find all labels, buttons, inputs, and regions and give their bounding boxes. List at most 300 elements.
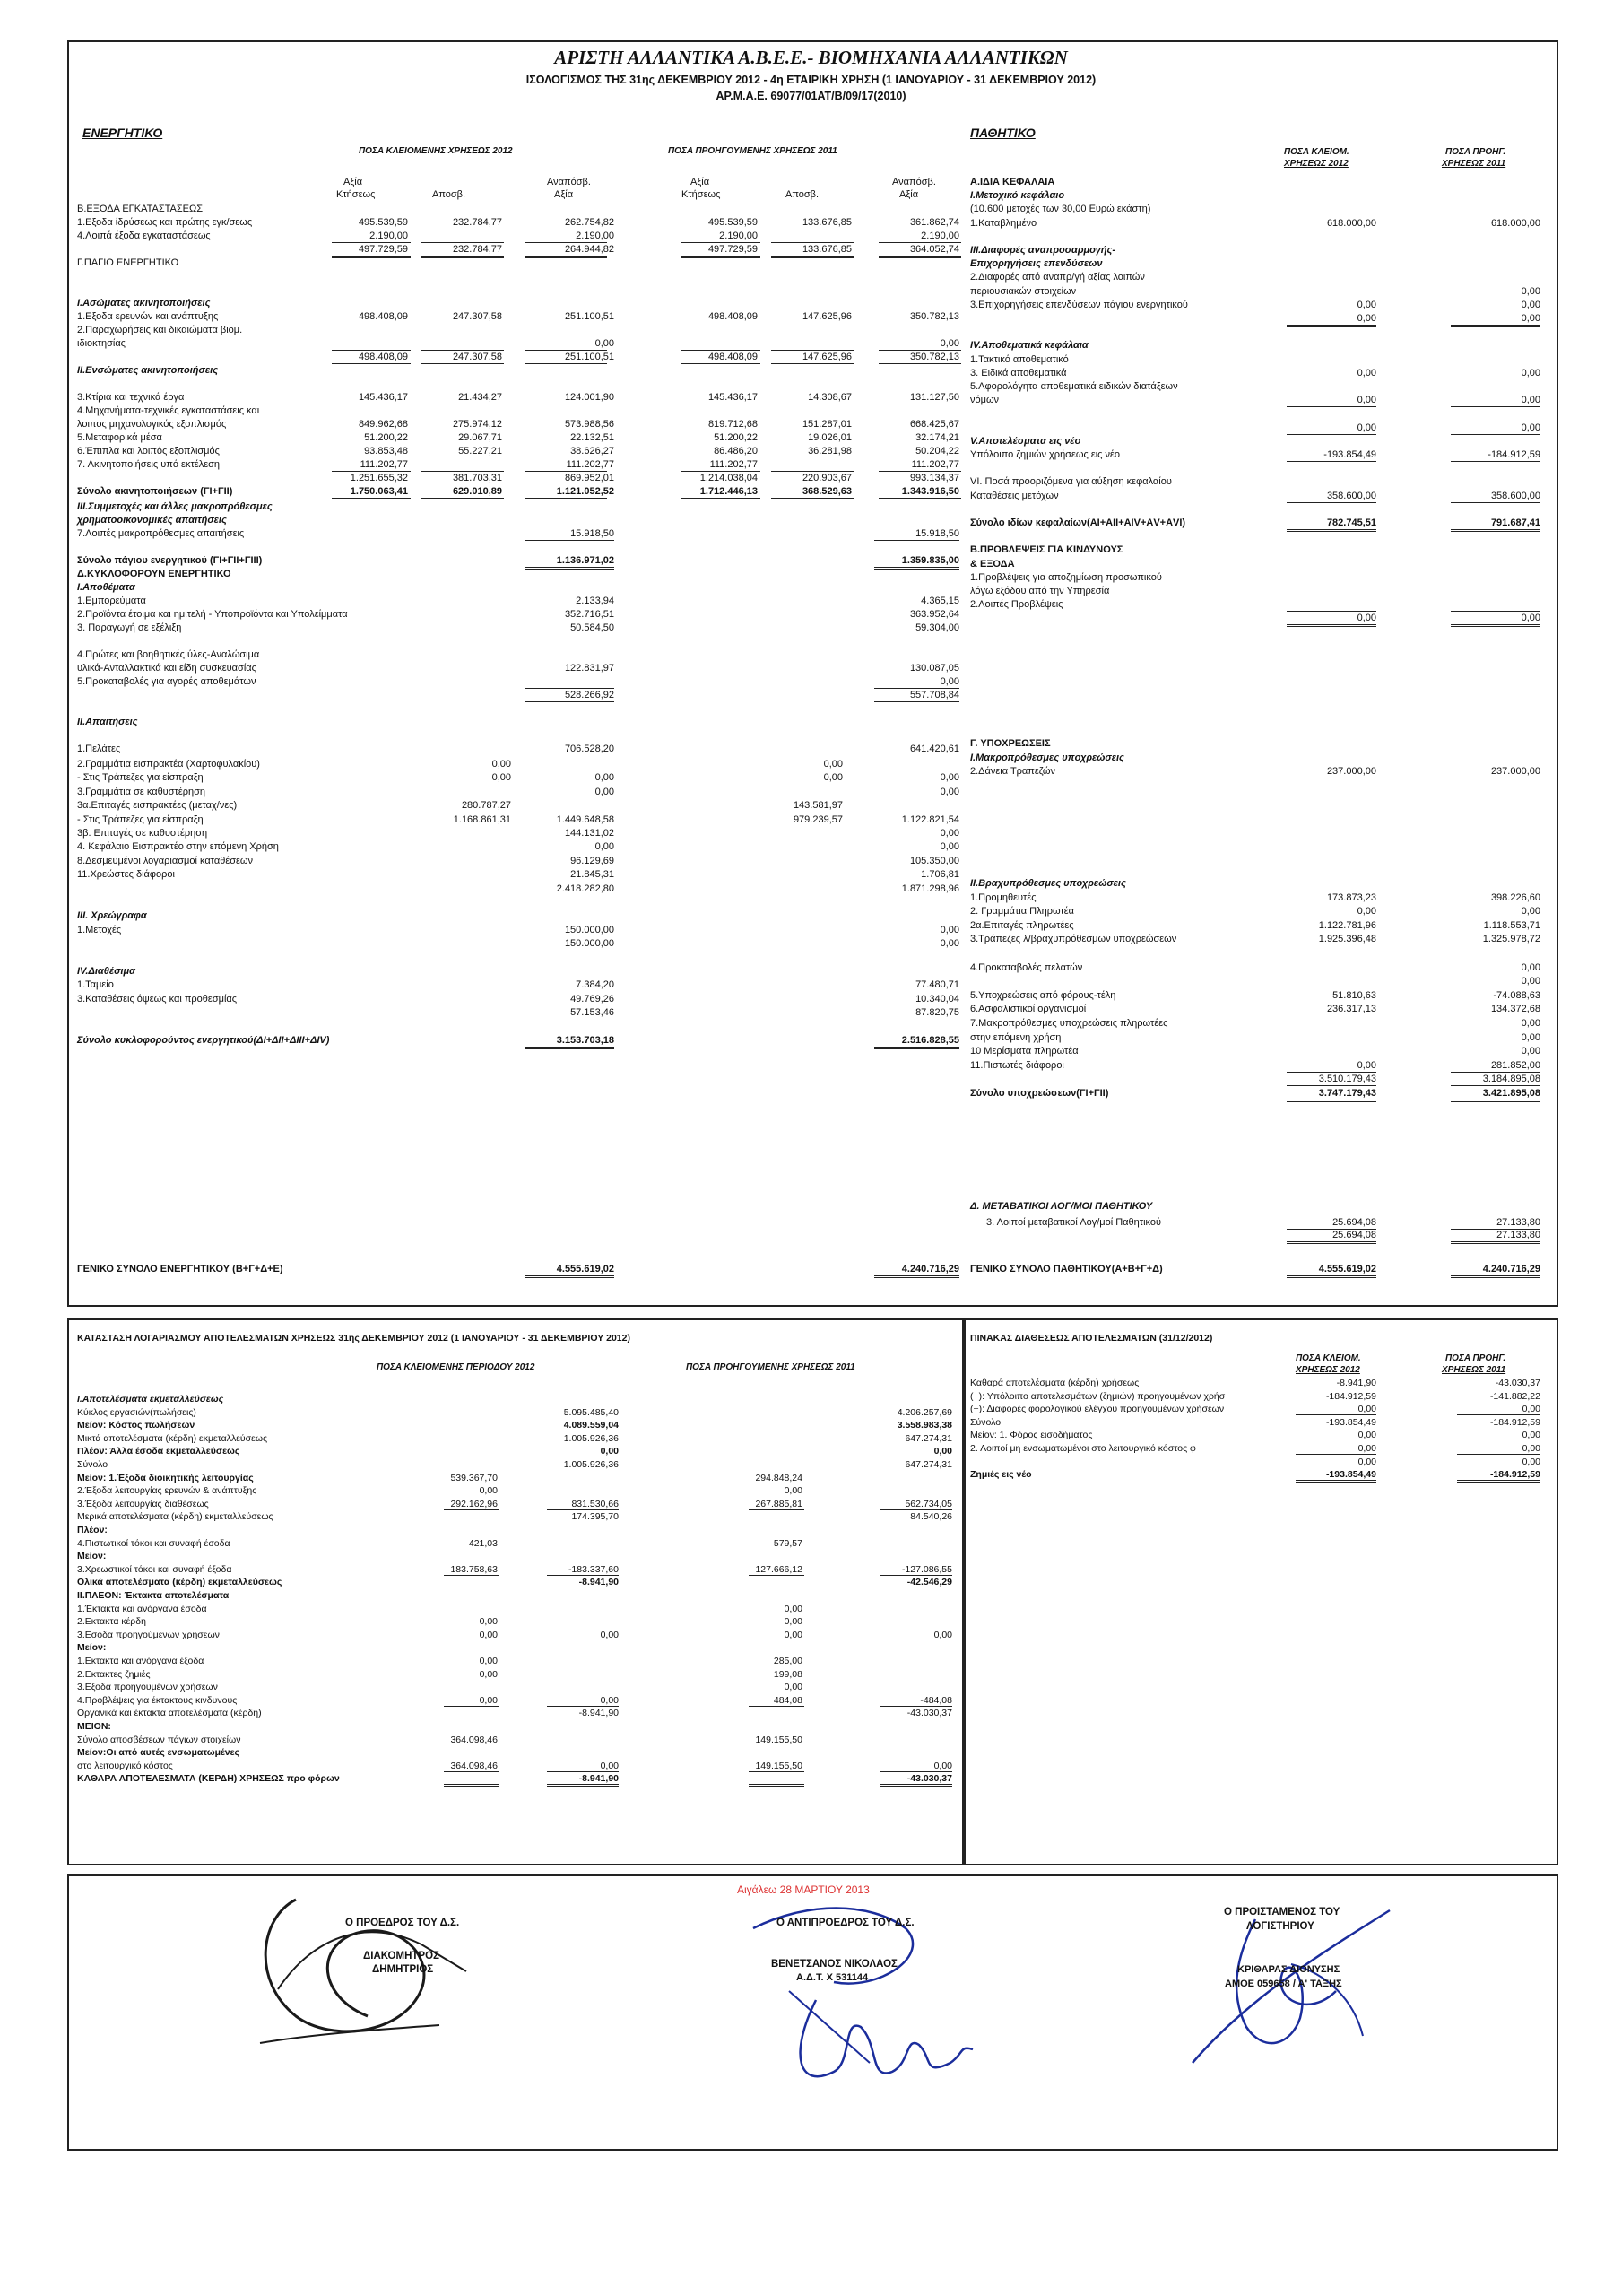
rule-line [874,540,959,541]
asset-current-value: 1.136.971,02 [556,555,614,566]
asset-row-value: 350.782,13 [909,352,959,362]
rule-line [1287,406,1376,407]
liability-label: VI. Ποσά προοριζόμενα για αύξηση κεφαλαίου [970,476,1172,488]
receivable-label: 8.Δεσμευμένοι λογαριασμοί καταθέσεων [77,855,254,866]
liability-label: στην επόμενη χρήση [970,1031,1062,1043]
accruals-total-current: 25.694,08 [1332,1230,1376,1240]
asset-current-value: 15.918,50 [570,528,614,539]
liability-prev: 0,00 [1521,906,1540,918]
distribution-prev: 0,00 [1522,1456,1540,1467]
asset-row-value: 2.190,00 [576,230,614,241]
liability-label: Σύνολο ιδίων κεφαλαίων(ΑΙ+ΑΙΙ+ΑΙV+ΑV+ΑVΙ) [970,517,1186,528]
asset-row-value: 111.202,77 [360,459,408,470]
receivable-prev: 0,00 [940,772,959,784]
asset-row-value: 819.712,68 [707,419,758,430]
receivable-label: 2.Γραμμάτια εισπρακτέα (Χαρτοφυλακίου) [77,759,260,770]
sub-net1: Αναπόσβ. [547,177,591,187]
rule-line [1451,434,1540,435]
liability-label: Σύνολο υποχρεώσεων(ΓΙ+ΓΙΙ) [970,1088,1109,1099]
liability-prev: 791.687,41 [1490,517,1540,528]
receivable-sub-current: 280.787,27 [461,800,511,812]
asset-row-value: 1.121.052,52 [556,486,614,497]
income-title: ΚΑΤΑΣΤΑΣΗ ΛΟΓΑΡΙΑΣΜΟΥ ΑΠΟΤΕΛΕΣΜΑΤΩΝ ΧΡΗΣΕΩΣ 31ης ΔΕΚΕΜΒΡΙΟΥ 2012 (1 ΙΑΝΟΥΑΡΙΟΥ - 31 ΔΕΚΕΜΒΡΙΟΥ 2012) [77,1333,630,1344]
income-row-label: ΚΑΘΑΡΑ ΑΠΟΤΕΛΕΣΜΑΤΑ (ΚΕΡΔΗ) ΧΡΗΣΕΩΣ προ φόρων [77,1773,340,1785]
liability-label: 2. Γραμμάτια Πληρωτέα [970,906,1075,918]
rule-line [1287,624,1376,627]
rule-line [547,1784,619,1787]
asset-row-value: 51.200,22 [714,432,758,443]
income-row-label: 3.Έξοδα λειτουργίας διαθέσεως [77,1498,209,1509]
asset-row-value: 38.626,27 [570,446,614,457]
asset-prev-value: 557.708,84 [909,690,959,700]
liability-label: 2.Δάνεια Τραπεζών [970,766,1055,778]
rule-line [332,256,411,258]
rule-line [444,1784,499,1787]
liability-label: 1.Προμηθευτές [970,891,1037,903]
asset-current-label: I.Αποθέματα [77,582,135,593]
income-row-label: 4.Πιστωτικοί τόκοι και συναφή έσοδα [77,1537,230,1549]
accountant-title-2: ΛΟΓΙΣΤΗΡΙΟΥ [1246,1921,1314,1932]
asset-row-value: 133.676,85 [802,244,852,255]
distribution-label: (+): Υπόλοιπο αποτελεσμάτων (ζημιών) προηγουμένων χρήσ [970,1390,1226,1402]
receivable-prev: 87.820,75 [915,1007,959,1019]
asset-prev-value: 59.304,00 [915,622,959,633]
asset-row-value: 124.001,90 [564,392,614,403]
asset-row-value: 55.227,21 [458,446,502,457]
sub-acq-prev: Κτήσεως [681,189,721,200]
dist-col-current-2: ΧΡΗΣΕΩΣ 2012 [1296,1365,1360,1375]
income-sub-prev: 127.666,12 [755,1563,802,1575]
income-prev: -43.030,37 [906,1773,952,1785]
balance-sheet-subtitle: ΙΣΟΛΟΓΙΣΜΟΣ ΤΗΣ 31ης ΔΕΚΕΜΒΡΙΟΥ 2012 - 4η ΕΤΑΙΡΙΚΗ ΧΡΗΣΗ (1 ΙΑΝΟΥΑΡΙΟΥ - 31 ΔΕΚΕΜΒΡΙΟΥ 2012) [525,74,1097,86]
income-sub-prev: 579,57 [773,1537,802,1549]
liability-prev: 134.372,68 [1490,1004,1540,1015]
asset-row-label: I.Ασώματες ακινητοποιήσεις [77,298,211,309]
liability-label: 7.Μακροπρόθεσμες υποχρεώσεις πληρωτέες [970,1018,1168,1029]
distribution-prev: 0,00 [1522,1443,1540,1454]
liability-label: V.Αποτελέσματα εις νέο [970,435,1081,447]
income-current: 4.089.559,04 [563,1420,619,1431]
rule-line [525,1047,614,1049]
company-title: ΑΡΙΣΤΗ ΑΛΛΑΝΤΙΚΑ Α.Β.Ε.Ε.- ΒΙΟΜΗΧΑΝΙΑ ΑΛΛΑΝΤΙΚΩΝ [554,47,1068,68]
liability-prev: 3.421.895,08 [1482,1088,1540,1099]
accruals-label: 3. Λοιποί μεταβατικοί Λογ/μοί Παθητικού [986,1217,1162,1228]
income-row-label: 3.Εσοδα προηγούμενων χρήσεων [77,1629,220,1640]
distribution-prev: 0,00 [1522,1430,1540,1441]
asset-row-value: 111.202,77 [911,459,959,470]
income-row-label: Μικτά αποτελέσματα (κέρδη) εκμεταλλεύσεως [77,1432,268,1444]
income-sub-current: 0,00 [479,1616,498,1628]
liability-prev: 0,00 [1521,285,1540,297]
sub-dep: Αποσβ. [432,189,466,200]
liability-current: 358.600,00 [1326,490,1376,501]
asset-row-value: 133.676,85 [802,217,852,228]
receivable-prev: 1.706,81 [921,869,959,881]
liability-label: 5.Υποχρεώσεις από φόρους-τέλη [970,989,1116,1001]
liabilities-title: ΠΑΘΗΤΙΚΟ [970,126,1036,140]
income-current: 1.005.926,36 [563,1432,619,1444]
assets-col-current: ΠΟΣΑ ΚΛΕΙΟΜΕΝΗΣ ΧΡΗΣΕΩΣ 2012 [359,146,513,156]
income-sub-prev: 0,00 [784,1682,802,1693]
liability-label: II.Βραχυπρόθεσμες υποχρεώσεις [970,878,1126,889]
liability-label: (10.600 μετοχές των 30,00 Ευρώ εκάστη) [970,204,1151,215]
asset-current-label: 1.Πελάτες [77,744,121,754]
distribution-label: Μείον: 1. Φόρος εισοδήματος [970,1430,1093,1441]
receivable-sub-prev: 0,00 [823,772,843,784]
receivable-current: 144.131,02 [564,828,614,839]
asset-current-label: Δ.ΚΥΚΛΟΦΟΡΟΥΝ ΕΝΕΡΓΗΤΙΚΟ [77,569,231,579]
liab-col-current-2: ΧΡΗΣΕΩΣ 2012 [1284,159,1349,169]
asset-row-value: 361.862,74 [909,217,959,228]
liability-label: III.Διαφορές αναπροσαρμογής- [970,245,1116,256]
rule-line [1457,1480,1540,1483]
liability-prev: 0,00 [1521,367,1540,378]
registration-number: ΑΡ.Μ.Α.Ε. 69077/01ΑΤ/Β/09/17(2010) [716,90,906,102]
liability-prev: -184.912,59 [1488,449,1540,460]
liability-current: 1.122.781,96 [1318,919,1376,931]
rule-line [749,1771,804,1772]
rule-line [874,567,959,570]
rule-line [421,256,504,258]
liability-label: 1.Τακτικό αποθεματικό [970,353,1069,365]
income-row-label: I.Αποτελέσματα εκμεταλλεύσεως [77,1394,224,1405]
liability-current: 0,00 [1357,299,1376,310]
rule-line [421,498,504,500]
asset-current-label: 7.Λοιπές μακροπρόθεσμες απαιτήσεις [77,528,245,539]
distribution-current: -8.941,90 [1336,1378,1376,1388]
receivable-current: 2.418.282,80 [556,883,614,894]
asset-prev-value: 641.420,61 [909,744,959,754]
income-current: 0,00 [600,1629,619,1640]
income-sub-prev: 0,00 [784,1485,802,1497]
asset-row-value: 0,00 [594,338,614,349]
receivable-current: 57.153,46 [570,1007,614,1019]
rule-line [749,1509,804,1510]
income-prev: 562.734,05 [905,1498,952,1509]
receivable-current: 21.845,31 [570,869,614,881]
asset-current-label: 3. Παραγωγή σε εξέλιξη [77,622,182,633]
accruals-prev: 27.133,80 [1496,1217,1540,1228]
liability-label: Γ. ΥΠΟΧΡΕΩΣΕΙΣ [970,738,1051,749]
rule-line [421,363,504,364]
accruals-total-prev: 27.133,80 [1496,1230,1540,1240]
asset-row-value: 1.712.446,13 [699,486,758,497]
income-sub-current: 0,00 [479,1668,498,1680]
liability-label: 10 Μερίσματα πληρωτέα [970,1046,1079,1057]
receivable-current: 3.153.703,18 [556,1035,614,1046]
asset-current-label: υλικά-Ανταλλακτικά και είδη συσκευασίας [77,663,256,674]
rule-line [749,1706,804,1707]
asset-row-value: 147.625,96 [802,311,852,322]
income-sub-current: 364.098,46 [450,1760,498,1771]
income-current: -8.941,90 [578,1773,619,1785]
income-prev: 0,00 [933,1446,952,1457]
asset-current-label: 5.Προκαταβολές για αγορές αποθεμάτων [77,676,256,687]
liability-prev: 237.000,00 [1490,766,1540,778]
income-row-label: 4.Προβλέψεις για έκτακτους κινδυνους [77,1694,238,1706]
asset-row-value: 2.190,00 [369,230,408,241]
income-current: -183.337,60 [568,1563,619,1575]
liability-prev: 3.184.895,08 [1482,1074,1540,1085]
income-sub-current: 183.758,63 [450,1563,498,1575]
liability-current: 236.317,13 [1326,1004,1376,1015]
distribution-prev: 0,00 [1522,1404,1540,1415]
assets-grand-total-prev: 4.240.716,29 [901,1264,959,1274]
receivable-sub-prev: 143.581,97 [793,800,843,812]
distribution-label: Ζημιές εις νέο [970,1469,1032,1481]
distribution-label: (+): Διαφορές φορολογικού ελέγχου προηγουμένων χρήσεων [970,1404,1225,1415]
receivable-label: 4. Κεφάλαιο Εισπρακτέο στην επόμενη Χρήση [77,841,279,853]
income-current: 0,00 [600,1760,619,1771]
rule-line [1287,325,1376,327]
rule-line [525,1275,614,1278]
asset-prev-value: 363.952,64 [909,609,959,620]
sub-acq: Κτήσεως [336,189,376,200]
assets-title: ΕΝΕΡΓΗΤΙΚΟ [82,126,163,140]
sub-net1-prev: Αναπόσβ. [892,177,936,187]
asset-row-value: 22.132,51 [570,432,614,443]
sub-value: Αξία [343,177,363,187]
president-surname: ΔΗΜΗΤΡΙΟΣ [372,1964,434,1975]
asset-row-value: 869.952,01 [564,473,614,483]
asset-current-label: II.Απαιτήσεις [77,717,138,727]
assets-grand-total-current: 4.555.619,02 [556,1264,614,1274]
income-sub-prev: 267.885,81 [755,1498,802,1509]
asset-row-value: 36.281,98 [808,446,852,457]
income-prev: 3.558.983,38 [897,1420,952,1431]
assets-col-previous: ΠΟΣΑ ΠΡΟΗΓΟΥΜΕΝΗΣ ΧΡΗΣΕΩΣ 2011 [668,146,837,156]
income-current: 0,00 [600,1446,619,1457]
vice-president-title: Ο ΑΝΤΙΠΡΟΕΔΡΟΣ ΤΟΥ Δ.Σ. [776,1918,915,1928]
accountant-name: ΚΡΙΘΑΡΑΣ ΔΙΟΝΥΣΗΣ [1237,1964,1340,1975]
liability-label: 11.Πιστωτές διάφοροι [970,1059,1064,1071]
asset-row-value: 264.944,82 [564,244,614,255]
vice-president-id: Α.Δ.Τ. Χ 531144 [796,1972,869,1983]
asset-row-value: 368.529,63 [802,486,852,497]
liability-prev: 398.226,60 [1490,891,1540,903]
liabilities-grand-total-prev: 4.240.716,29 [1482,1264,1540,1274]
receivable-sub-prev: 979.239,57 [793,813,843,825]
liability-current: 51.810,63 [1332,989,1376,1001]
rule-line [332,363,411,364]
liability-label: IV.Αποθεματικά κεφάλαια [970,340,1089,352]
asset-row-value: 131.127,50 [909,392,959,403]
income-current: 1.005.926,36 [563,1459,619,1470]
rule-line [879,363,961,364]
asset-row-label: Γ.ΠΑΓΙΟ ΕΝΕΡΓΗΤΙΚΟ [77,257,179,268]
asset-row-value: 111.202,77 [566,459,614,470]
income-prev: 0,00 [933,1760,952,1771]
income-sub-current: 292.162,96 [450,1498,498,1509]
rule-line [879,498,961,500]
income-sub-prev: 149.155,50 [755,1734,802,1745]
assets-grand-total-label: ΓΕΝΙΚΟ ΣΥΝΟΛΟ ΕΝΕΡΓΗΤΙΚΟΥ (Β+Γ+Δ+Ε) [77,1264,283,1274]
rule-line [1451,1275,1540,1278]
income-col-prev: ΠΟΣΑ ΠΡΟΗΓΟΥΜΕΝΗΣ ΧΡΗΣΕΩΣ 2011 [686,1362,855,1372]
liability-label: & ΕΞΟΔΑ [970,558,1015,570]
asset-row-value: 0,00 [940,338,959,349]
asset-row-value: 21.434,27 [458,392,502,403]
distribution-current: 0,00 [1357,1456,1376,1467]
receivable-prev: 0,00 [940,841,959,853]
liability-label: 3.Επιχορηγήσεις επενδύσεων πάγιου ενεργητικού [970,299,1188,310]
asset-current-value: 706.528,20 [564,744,614,754]
sub-dep-prev: Αποσβ. [785,189,820,200]
asset-row-value: 497.729,59 [707,244,758,255]
liability-current: -193.854,49 [1323,449,1376,460]
income-row-label: Μείον: 1.Έξοδα διοικητικής λειτουργίας [77,1472,254,1483]
liability-label: 3. Ειδικά αποθεματικά [970,367,1067,378]
income-sub-prev: 484,08 [773,1694,802,1706]
income-prev: 647.274,31 [905,1459,952,1470]
income-row-label: Οργανικά και έκτακτα αποτελέσματα (κέρδη) [77,1708,262,1719]
rule-line [880,1784,952,1787]
place-date: Αιγάλεω 28 ΜΑΡΤΙΟΥ 2013 [737,1883,870,1896]
asset-row-label: II.Ενσώματες ακινητοποιήσεις [77,365,218,376]
income-row-label: Πλέον: Άλλα έσοδα εκμεταλλεύσεως [77,1446,240,1457]
liab-col-current-1: ΠΟΣΑ ΚΛΕΙΟΜ. [1284,147,1349,157]
asset-row-label: 4.Μηχανήματα-τεχνικές εγκαταστάσεις και [77,405,260,416]
liability-label: 2α.Επιταγές πληρωτέες [970,919,1074,931]
asset-row-label: 1.Εξοδα ίδρύσεως και πρώτης εγκ/σεως [77,217,253,228]
income-prev: 4.206.257,69 [897,1406,952,1418]
asset-row-value: 495.539,59 [358,217,408,228]
asset-row-value: 247.307,58 [452,352,502,362]
asset-row-label: 6.Έπιπλα και λοιπός εξοπλισμός [77,446,220,457]
receivable-current: 49.769,26 [570,993,614,1004]
asset-row-value: 668.425,67 [909,419,959,430]
liability-label: νόμων [970,395,1000,406]
sub-value-prev: Αξία [690,177,710,187]
asset-row-value: 498.408,09 [358,311,408,322]
liab-col-prev-1: ΠΟΣΑ ΠΡΟΗΓ. [1445,147,1506,157]
income-sub-current: 0,00 [479,1656,498,1666]
asset-row-value: 147.625,96 [802,352,852,362]
asset-prev-value: 15.918,50 [915,528,959,539]
receivable-label: 3α.Επιταγές εισπρακτέες (μεταχ/νες) [77,800,238,812]
receivable-label: 3.Γραμμάτια σε καθυστέρηση [77,786,206,797]
rule-line [1287,1275,1376,1278]
distribution-current: -184.912,59 [1325,1390,1376,1402]
asset-row-value: 497.729,59 [358,244,408,255]
income-row-label: Μείον: [77,1642,107,1654]
liability-current: 173.873,23 [1326,891,1376,903]
asset-current-label: 2.Προϊόντα έτοιμα και ημιτελή - Υποπροϊόντα και Υπολείμματα [77,609,348,620]
liability-label: 3.Τράπεζες λ/βραχυπρόθεσμων υποχρεώσεων [970,934,1177,945]
asset-row-value: 495.539,59 [707,217,758,228]
income-current: 5.095.485,40 [563,1406,619,1418]
asset-row-value: 220.903,67 [802,473,852,483]
accruals-current: 25.694,08 [1332,1217,1376,1228]
liability-label: 5.Αφορολόγητα αποθεματικά ειδικών διατάξεων [970,381,1178,392]
liability-current: 0,00 [1357,906,1376,918]
receivable-label: Σύνολο κυκλοφορούντος ενεργητικού(ΔΙ+ΔΙΙ+ΔΙΙΙ+ΔΙV) [77,1035,330,1046]
asset-row-value: 993.134,37 [909,473,959,483]
asset-row-value: 32.174,21 [915,432,959,443]
income-row-label: Κύκλος εργασιών(πωλήσεις) [77,1406,196,1418]
asset-row-value: 151.287,01 [802,419,852,430]
liability-prev: 0,00 [1521,976,1540,987]
liability-current: 3.747.179,43 [1318,1088,1376,1099]
liability-label: λόγω εξόδου από την Υπηρεσία [970,586,1110,596]
rule-line [1451,461,1540,462]
liability-label: I.Μακροπρόθεσμες υποχρεώσεις [970,752,1124,763]
distribution-current: -193.854,49 [1325,1416,1376,1428]
receivable-sub-current: 0,00 [491,772,511,784]
asset-row-label: ιδιοκτησίας [77,338,126,349]
rule-line [771,363,854,364]
receivable-current: 1.449.648,58 [556,813,614,825]
asset-row-value: 51.200,22 [364,432,408,443]
rule-line [1451,325,1540,327]
asset-row-value: 50.204,22 [915,446,959,457]
asset-row-value: 364.052,74 [909,244,959,255]
income-sub-current: 421,03 [468,1537,498,1549]
rule-line [525,701,614,702]
rule-line [1451,529,1540,532]
receivable-current: 7.384,20 [576,979,614,991]
income-sub-current: 0,00 [479,1629,498,1640]
rule-line [749,1575,804,1576]
rule-line [1287,434,1376,435]
rule-line [1451,502,1540,503]
receivable-prev: 105.350,00 [909,855,959,866]
liability-current: 0,00 [1357,313,1376,324]
liability-label: I.Μετοχικό κεφάλαιο [970,190,1065,202]
asset-row-value: 1.343.916,50 [901,486,959,497]
rule-line [1287,1100,1376,1102]
rule-line [1296,1480,1376,1483]
distribution-prev: -141.882,22 [1489,1390,1540,1402]
rule-line [525,498,607,500]
dist-col-prev-1: ΠΟΣΑ ΠΡΟΗΓ. [1445,1353,1506,1363]
asset-row-value: 232.784,77 [452,217,502,228]
income-row-label: 1.Εκτακτα και ανόργανα έξοδα [77,1656,204,1666]
rule-line [681,363,760,364]
asset-row-value: 2.190,00 [719,230,758,241]
receivable-prev: 2.516.828,55 [901,1035,959,1046]
rule-line [874,1275,959,1278]
receivable-prev: 0,00 [940,924,959,935]
asset-current-value: 2.133,94 [576,596,614,606]
liability-prev: 0,00 [1521,1018,1540,1029]
asset-row-value: 498.408,09 [358,352,408,362]
asset-row-value: 381.703,31 [452,473,502,483]
income-current: 0,00 [600,1694,619,1706]
asset-prev-value: 1.359.835,00 [901,555,959,566]
receivable-current: 96.129,69 [570,855,614,866]
income-row-label: Σύνολο αποσβέσεων πάγιων στοιχείων [77,1734,241,1745]
asset-row-value: 29.067,71 [458,432,502,443]
income-prev: -43.030,37 [906,1708,952,1719]
liability-prev: 358.600,00 [1490,490,1540,501]
asset-prev-value: 0,00 [940,676,959,687]
dist-col-prev-2: ΧΡΗΣΕΩΣ 2011 [1442,1365,1506,1375]
receivable-prev: 77.480,71 [915,979,959,991]
receivable-sub-current: 1.168.861,31 [453,813,511,825]
receivable-label: - Στις Τράπεζες για είσπραξη [77,772,204,784]
liability-prev: 1.118.553,71 [1483,919,1540,931]
asset-row-value: 14.308,67 [808,392,852,403]
rule-line [332,498,411,500]
asset-row-value: 849.962,68 [358,419,408,430]
distribution-label: Σύνολο [970,1416,1002,1428]
asset-current-value: 528.266,92 [564,690,614,700]
income-row-label: 3.Χρεωστικοί τόκοι και συναφή έξοδα [77,1563,232,1575]
rule-line [1451,1229,1540,1230]
liability-prev: 0,00 [1521,299,1540,310]
rule-line [525,567,614,570]
